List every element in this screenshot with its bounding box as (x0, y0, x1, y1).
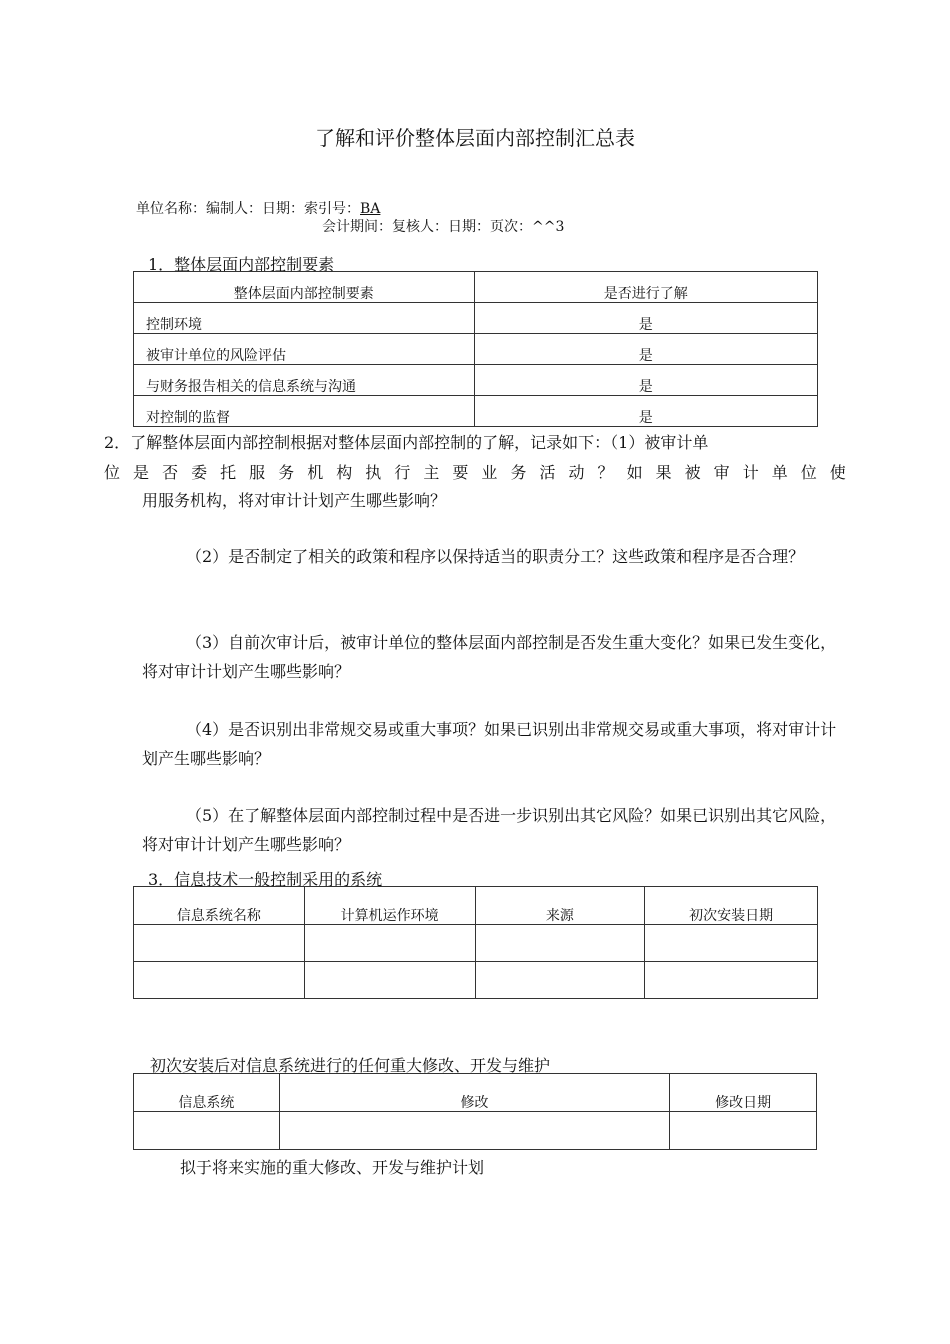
page-title: 了解和评价整体层面内部控制汇总表 (315, 126, 635, 150)
question-2: （2）是否制定了相关的政策和程序以保持适当的职责分工？这些政策和程序是否合理？ (186, 547, 805, 566)
modifications-heading: 初次安装后对信息系统进行的任何重大修改、开发与维护 (150, 1056, 551, 1075)
q1-char: 是 (133, 463, 150, 482)
column-header: 修改 (279, 1074, 669, 1112)
q1-char: 否 (162, 463, 179, 482)
question-1-line-3: 用服务机构，将对审计计划产生哪些影响？ (142, 491, 447, 510)
understood-cell: 是 (474, 334, 818, 365)
column-header: 初次安装日期 (645, 887, 818, 925)
q1-char: 执 (365, 463, 382, 482)
meta-line-1 (136, 198, 380, 218)
it-systems-table (133, 886, 818, 999)
section3-heading: 3．信息技术一般控制采用的系统 (148, 870, 383, 889)
table-row (134, 365, 818, 396)
section1-heading: 1．整体层面内部控制要素 (148, 255, 335, 274)
planned-heading: 拟于将来实施的重大修改、开发与维护计划 (180, 1158, 485, 1177)
question-3: （3）自前次审计后，被审计单位的整体层面内部控制是否发生重大变化？如果已发生变化，将对审计计划产生哪些影响？ (142, 633, 837, 681)
q1-char: 动 (568, 463, 585, 482)
q1-char: 被 (684, 463, 701, 482)
column-header: 是否进行了解 (474, 272, 818, 303)
q1-char: 行 (394, 463, 411, 482)
q1-char: 计 (742, 463, 759, 482)
q1-char: 构 (336, 463, 353, 482)
q1-char: 服 (249, 463, 266, 482)
table-row (134, 303, 818, 334)
empty-cell (304, 925, 475, 962)
understood-cell: 是 (474, 365, 818, 396)
empty-cell (134, 925, 305, 962)
q1-char: 活 (539, 463, 556, 482)
index-number: BA (360, 201, 381, 217)
q1-char: 务 (510, 463, 527, 482)
understood-cell: 是 (474, 303, 818, 334)
control-element-cell: 控制环境 (134, 303, 475, 334)
control-elements-table (133, 271, 818, 427)
empty-cell (475, 962, 645, 999)
q1-char: 务 (278, 463, 295, 482)
q1-char: 主 (423, 463, 440, 482)
q1-char: 如 (626, 463, 643, 482)
q1-char: 业 (481, 463, 498, 482)
empty-cell (134, 962, 305, 999)
table-row (134, 334, 818, 365)
column-header: 整体层面内部控制要素 (134, 272, 475, 303)
q1-char: 位 (800, 463, 817, 482)
table-row (134, 1112, 817, 1150)
q1-char: 审 (713, 463, 730, 482)
question-1-line-2 (104, 460, 846, 483)
column-header: 信息系统 (134, 1074, 280, 1112)
question-4: （4）是否识别出非常规交易或重大事项？如果已识别出非常规交易或重大事项，将对审计计划产生哪些影响？ (142, 720, 837, 768)
empty-cell (645, 925, 818, 962)
modifications-table (133, 1073, 817, 1150)
q1-char: 使 (829, 463, 846, 482)
table-header-row (134, 272, 818, 303)
column-header: 信息系统名称 (134, 887, 305, 925)
control-element-cell: 被审计单位的风险评估 (134, 334, 475, 365)
empty-cell (279, 1112, 669, 1150)
meta-line-2: 会计期间：复核人：日期：页次：^^3 (322, 219, 565, 235)
table-row (134, 925, 818, 962)
question-5: （5）在了解整体层面内部控制过程中是否进一步识别出其它风险？如果已识别出其它风险，将对审计计划产生哪些影响？ (142, 806, 837, 854)
section2-intro: 2．了解整体层面内部控制根据对整体层面内部控制的了解，记录如下：（1）被审计单 (104, 433, 709, 452)
q1-char: 要 (452, 463, 469, 482)
empty-cell (645, 962, 818, 999)
understood-cell: 是 (474, 396, 818, 427)
empty-cell (304, 962, 475, 999)
table-header-row (134, 1074, 817, 1112)
q1-char: 位 (104, 463, 121, 482)
q1-char: 果 (655, 463, 672, 482)
empty-cell (475, 925, 645, 962)
q1-char: 托 (220, 463, 237, 482)
table-row (134, 962, 818, 999)
q1-char: 委 (191, 463, 208, 482)
q1-char: 单 (771, 463, 788, 482)
q1-char: ？ (597, 463, 614, 482)
q1-char: 机 (307, 463, 324, 482)
control-element-cell: 对控制的监督 (134, 396, 475, 427)
empty-cell (134, 1112, 280, 1150)
column-header: 计算机运作环境 (304, 887, 475, 925)
meta-fields-label: 单位名称：编制人：日期：索引号： (136, 201, 360, 217)
column-header: 来源 (475, 887, 645, 925)
table-row (134, 396, 818, 427)
table-header-row (134, 887, 818, 925)
column-header: 修改日期 (670, 1074, 817, 1112)
control-element-cell: 与财务报告相关的信息系统与沟通 (134, 365, 475, 396)
empty-cell (670, 1112, 817, 1150)
